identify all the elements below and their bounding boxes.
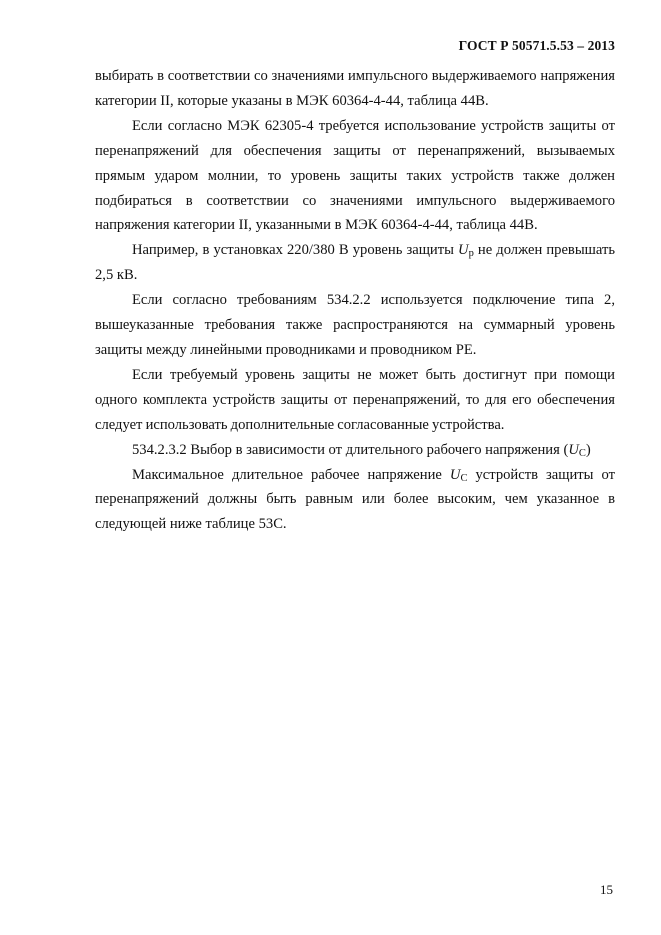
document-body [95,64,615,537]
paragraph-text-after: не должен превышать 2,5 кВ. [95,242,615,284]
paragraph-additional-devices: Если требуемый уровень защиты не может быть достигнут при помощи одного комплекта устройств защиты от перенапряжений, то для его обеспечения следует использовать дополнительные согласованные устройства. [95,366,615,433]
page-number: 15 [600,882,613,897]
paragraph-text-before: Например, в установках 220/380 В уровень защиты [132,242,459,259]
voltage-subscript: C [460,472,468,484]
heading-text-after: ) [585,441,591,458]
paragraph-example-up [95,238,615,288]
section-heading-534-2-3-2 [95,438,615,463]
paragraph-max-continuous-voltage [95,463,615,538]
heading-text-before: 534.2.3.2 Выбор в зависимости от длительного рабочего напряжения ( [132,441,569,458]
voltage-symbol: U [458,242,469,259]
paragraph-iec-62305-requirement: Если согласно МЭК 62305-4 требуется использование устройств защиты от перенапряжений для обеспечения защиты от перенапряжений, вызываемых прямым ударом молнии, то уровень защиты таких устройств также должен подбираться в соответствии со значениями импульсного выдерживаемого напряжения категории II, указанными в МЭК 60364-4-44, таблица 44В. [95,117,615,234]
voltage-symbol: U [449,466,461,483]
voltage-symbol: U [568,441,579,458]
document-header: ГОСТ Р 50571.5.53 – 2013 [458,38,615,53]
voltage-subscript: p [468,248,474,260]
paragraph-text-before: Максимальное длительное рабочее напряжение [132,466,450,483]
voltage-subscript: C [578,447,586,459]
paragraph-text-after: устройств защиты от перенапряжений должны быть равным или более высоким, чем указанное в следующей ниже таблице 53С. [95,466,615,533]
paragraph-connection-type-2: Если согласно требованиям 534.2.2 используется подключение типа 2, вышеуказанные требования также распространяются на суммарный уровень защиты между линейными проводниками и проводником PE. [95,292,615,358]
paragraph-continuation: выбирать в соответствии со значениями импульсного выдерживаемого напряжения категории II, которые указаны в МЭК 60364-4-44, таблица 44В. [95,68,615,109]
